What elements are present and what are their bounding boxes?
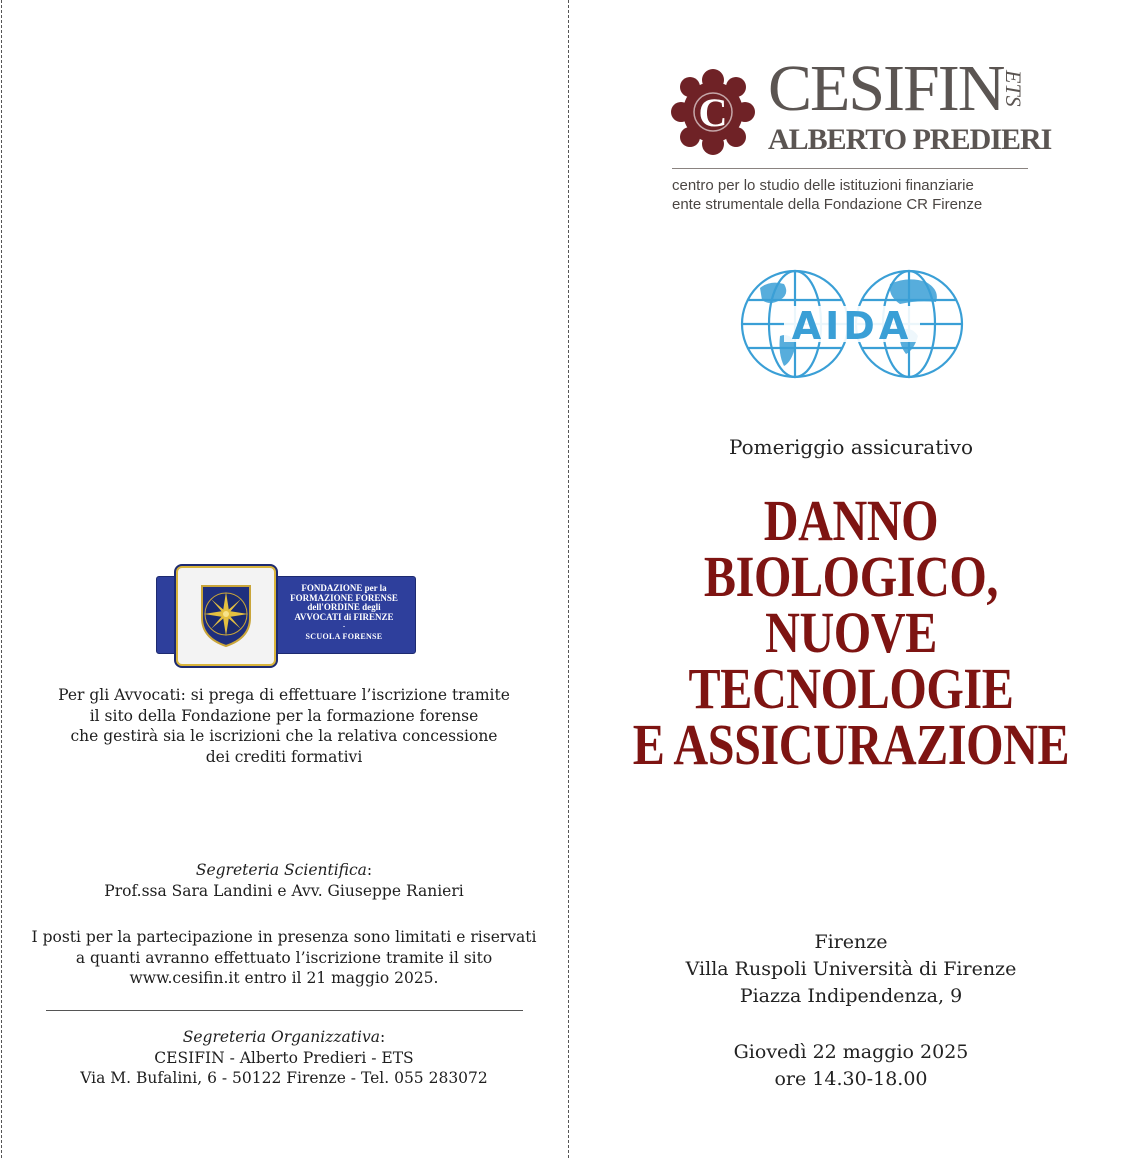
center-fold-guide — [568, 0, 569, 1158]
fondazione-line-1: FONDAZIONE per la — [301, 583, 387, 593]
seats-note-line-2: a quanti avranno effettuato l’iscrizione tramite il sito — [75, 948, 493, 967]
avvocati-note-line-3: che gestirà sia le iscrizioni che la relativa concessione — [70, 727, 498, 745]
cesifin-name: CESIFIN — [768, 52, 1004, 125]
venue-address: Piazza Indipendenza, 9 — [739, 985, 963, 1007]
scientific-secretariat-heading — [0, 860, 568, 881]
avvocati-note — [0, 685, 568, 767]
avvocati-note-line-2: il sito della Fondazione per la formazione forense — [89, 706, 479, 725]
seats-note-line-1: I posti per la partecipazione in presenza sono limitati e riservati — [31, 928, 537, 946]
fondazione-line-2: FORMAZIONE FORENSE — [290, 592, 398, 603]
fondazione-line-4: AVVOCATI di FIRENZE — [294, 611, 394, 622]
scientific-secretariat — [0, 860, 568, 901]
aida-logo-text: AIDA — [791, 304, 913, 348]
scientific-secretariat-label: Segreteria Scientifica — [195, 861, 367, 879]
organizing-secretariat-colon: : — [379, 1028, 386, 1046]
event-venue — [570, 929, 1132, 1010]
cesifin-emblem-icon — [671, 68, 755, 156]
seats-note — [0, 927, 568, 989]
cesifin-desc-line-1: centro per lo studio delle istituzioni finanziarie — [672, 177, 974, 194]
organizing-secretariat — [0, 1027, 568, 1089]
organizing-secretariat-heading — [0, 1027, 568, 1048]
event-kind: Pomeriggio assicurativo — [728, 435, 974, 459]
fondazione-logo-text — [280, 584, 408, 642]
section-divider — [46, 1010, 523, 1011]
fondazione-forense-logo — [156, 566, 414, 662]
cesifin-emblem-letter: C — [698, 90, 728, 135]
organizing-secretariat-org: CESIFIN - Alberto Predieri - ETS — [154, 1048, 414, 1067]
cesifin-logo-rule — [672, 168, 1028, 169]
fondazione-logo-card — [176, 566, 276, 666]
event-title — [570, 488, 1132, 777]
cesifin-ets: ETS — [1001, 70, 1026, 107]
fondazione-school: SCUOLA FORENSE — [305, 632, 383, 641]
seats-note-line-3: www.cesifin.it entro il 21 maggio 2025. — [129, 969, 439, 987]
avvocati-note-line-1: Per gli Avvocati: si prega di effettuare l’iscrizione tramite — [58, 686, 510, 704]
scientific-secretariat-colon: : — [366, 861, 373, 879]
fondazione-separator: - — [342, 622, 346, 630]
organizing-secretariat-address: Via M. Bufalini, 6 - 50122 Firenze - Tel. 055 283072 — [80, 1069, 488, 1087]
aida-logo — [740, 266, 964, 382]
event-datetime — [570, 1039, 1132, 1093]
event-title-line-1: DANNO BIOLOGICO, — [703, 488, 999, 609]
event-title-line-2: NUOVE TECNOLOGIE — [688, 600, 1014, 721]
cesifin-subname: ALBERTO PREDIERI — [768, 123, 1052, 156]
venue-city: Firenze — [814, 931, 888, 953]
event-title-line-3: E ASSICURAZIONE — [632, 712, 1070, 777]
fondazione-line-3: dell'ORDINE degli — [307, 602, 381, 612]
event-time: ore 14.30-18.00 — [774, 1068, 928, 1090]
cesifin-desc-line-2: ente strumentale della Fondazione CR Firenze — [672, 196, 983, 213]
venue-place: Villa Ruspoli Università di Firenze — [685, 958, 1017, 980]
scientific-secretariat-names: Prof.ssa Sara Landini e Avv. Giuseppe Ranieri — [104, 881, 464, 900]
organizing-secretariat-label: Segreteria Organizzativa — [182, 1028, 380, 1046]
event-date: Giovedì 22 maggio 2025 — [733, 1041, 969, 1063]
avvocati-note-line-4: dei crediti formativi — [205, 747, 363, 766]
compass-star-icon — [198, 580, 254, 648]
